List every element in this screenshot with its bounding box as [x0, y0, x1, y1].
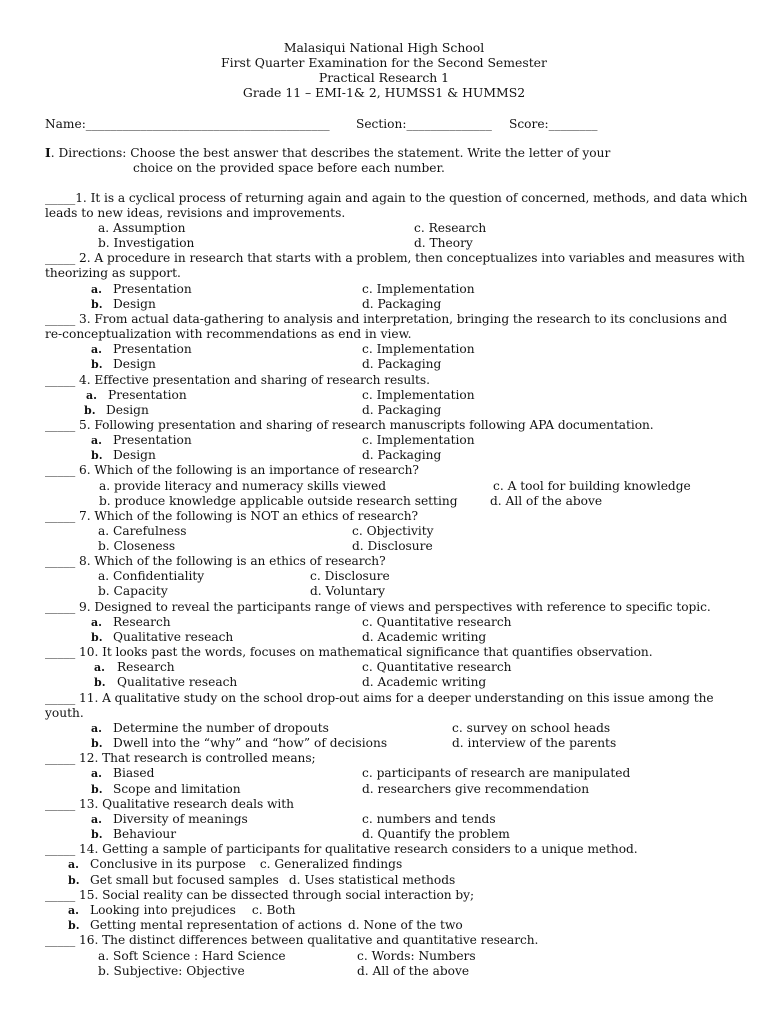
q13-option-c: c. numbers and tends: [362, 812, 496, 826]
q9-option-b: [91, 630, 233, 645]
q10-option-b-text: Qualitative reseach: [117, 675, 238, 689]
section-field: Section:______________: [356, 117, 492, 131]
q7-option-b: b. Closeness: [98, 539, 176, 553]
letter-b: b.: [91, 449, 103, 462]
school-name: Malasiqui National High School: [283, 40, 485, 55]
letter-a: a.: [91, 722, 102, 735]
q14-options-row-1: [68, 857, 402, 872]
q2-option-a-text: Presentation: [113, 282, 192, 296]
q7-stem-1: _____ 7. Which of the following is NOT an ethics of research?: [45, 509, 419, 523]
q5-option-a: [91, 433, 192, 448]
q2-option-b-text: Design: [113, 297, 156, 311]
q11-stem-2: youth.: [45, 706, 84, 720]
letter-a: a.: [94, 661, 105, 674]
letter-b: b.: [91, 358, 103, 371]
letter-a: a.: [91, 343, 102, 356]
q14-option-c: c. Generalized findings: [259, 857, 403, 871]
q2-option-d: d. Packaging: [362, 297, 442, 311]
q14-option-a: Conclusive in its purpose: [90, 857, 246, 871]
q14-stem-1: _____ 14. Getting a sample of participants for qualitative research considers to a unique method.: [45, 842, 638, 856]
q3-stem-2: re-conceptualization with recommendations as end in view.: [45, 327, 412, 341]
q13-stem-1: _____ 13. Qualitative research deals with: [45, 797, 294, 811]
q5-stem-1: _____ 5. Following presentation and sharing of research manuscripts following APA documentation.: [45, 418, 654, 432]
q6-option-c: c. A tool for building knowledge: [493, 479, 691, 493]
q15-option-a: Looking into prejudices: [90, 903, 236, 917]
letter-b: b.: [91, 298, 103, 311]
q16-option-c: c. Words: Numbers: [357, 949, 476, 963]
q4-option-d: d. Packaging: [362, 403, 442, 417]
q12-stem-1: _____ 12. That research is controlled means;: [45, 751, 316, 765]
letter-b: b.: [91, 828, 103, 841]
name-field: Name:________________________________________: [45, 117, 330, 131]
q1-option-a: a. Assumption: [98, 221, 186, 235]
q11-stem-1: _____ 11. A qualitative study on the school drop-out aims for a deeper understanding on this issue among the: [45, 691, 714, 705]
q3-option-d: d. Packaging: [362, 357, 442, 371]
part-numeral: I: [45, 146, 51, 160]
q5-option-d: d. Packaging: [362, 448, 442, 462]
q11-option-d: d. interview of the parents: [452, 736, 617, 750]
q14-option-b: Get small but focused samples: [90, 873, 279, 887]
q16-option-d: d. All of the above: [357, 964, 470, 978]
q10-option-c: c. Quantitative research: [362, 660, 512, 674]
directions-line-1: [45, 146, 610, 161]
q3-option-b: [91, 357, 156, 372]
letter-b: b.: [68, 919, 80, 932]
q9-option-a-text: Research: [113, 615, 171, 629]
q4-option-a-text: Presentation: [108, 388, 187, 402]
q15-option-c: c. Both: [251, 903, 296, 917]
q10-option-a: [94, 660, 175, 675]
letter-b: b.: [84, 404, 96, 417]
q10-option-a-text: Research: [117, 660, 175, 674]
letter-a: a.: [68, 858, 79, 871]
q4-option-c: c. Implementation: [362, 388, 475, 402]
q1-stem-2: leads to new ideas, revisions and improvements.: [45, 206, 346, 220]
q12-option-b-text: Scope and limitation: [113, 782, 241, 796]
q12-option-b: [91, 782, 241, 797]
q9-option-b-text: Qualitative reseach: [113, 630, 234, 644]
q13-option-a-text: Diversity of meanings: [113, 812, 248, 826]
score-field: Score:________: [509, 117, 598, 131]
q15-options-row-1: [68, 903, 296, 918]
q8-option-a: a. Confidentiality: [98, 569, 205, 583]
letter-b: b.: [91, 631, 103, 644]
directions-line-2: choice on the provided space before each number.: [133, 161, 445, 175]
q5-option-c: c. Implementation: [362, 433, 475, 447]
q11-option-b: [91, 736, 387, 751]
q4-stem-1: _____ 4. Effective presentation and sharing of research results.: [45, 373, 430, 387]
q2-stem-2: theorizing as support.: [45, 266, 181, 280]
q16-option-a: a. Soft Science : Hard Science: [98, 949, 286, 963]
q15-option-b: Getting mental representation of actions: [90, 918, 342, 932]
q10-option-b: [94, 675, 237, 690]
letter-b: b.: [94, 676, 106, 689]
q7-option-d: d. Disclosure: [352, 539, 433, 553]
q9-option-a: [91, 615, 171, 630]
q8-option-b: b. Capacity: [98, 584, 168, 598]
q10-option-d: d. Academic writing: [362, 675, 487, 689]
q15-option-d: d. None of the two: [348, 918, 463, 932]
q13-option-a: [91, 812, 248, 827]
letter-b: b.: [91, 737, 103, 750]
q15-stem-1: _____ 15. Social reality can be dissected through social interaction by;: [45, 888, 475, 902]
q9-option-d: d. Academic writing: [362, 630, 487, 644]
q8-option-c: c. Disclosure: [310, 569, 390, 583]
q12-option-d: d. researchers give recommendation: [362, 782, 590, 796]
q6-option-d: d. All of the above: [490, 494, 603, 508]
q2-option-c: c. Implementation: [362, 282, 475, 296]
q2-option-b: [91, 297, 156, 312]
q10-stem-1: _____ 10. It looks past the words, focuses on mathematical significance that quantifies observation.: [45, 645, 653, 659]
letter-b: b.: [91, 783, 103, 796]
q7-option-c: c. Objectivity: [352, 524, 434, 538]
q4-option-b: [84, 403, 149, 418]
letter-a: a.: [91, 616, 102, 629]
q12-option-a: [91, 766, 154, 781]
exam-title: First Quarter Examination for the Second Semester: [221, 55, 547, 70]
letter-a: a.: [91, 813, 102, 826]
q2-option-a: [91, 282, 192, 297]
q4-option-b-text: Design: [106, 403, 149, 417]
q14-option-d: d. Uses statistical methods: [288, 873, 456, 887]
letter-a: a.: [86, 389, 97, 402]
directions-text-1: . Directions: Choose the best answer that describes the statement. Write the letter of your: [50, 146, 611, 160]
q3-option-a-text: Presentation: [113, 342, 192, 356]
q11-option-c: c. survey on school heads: [452, 721, 611, 735]
q9-option-c: c. Quantitative research: [362, 615, 512, 629]
q12-option-c: c. participants of research are manipulated: [362, 766, 631, 780]
q3-option-a: [91, 342, 192, 357]
q11-option-b-text: Dwell into the “why” and “how” of decisions: [113, 736, 388, 750]
q3-stem-1: _____ 3. From actual data-gathering to analysis and interpretation, bringing the research to its conclusions and: [45, 312, 728, 326]
q7-option-a: a. Carefulness: [98, 524, 187, 538]
q15-options-row-2: [68, 918, 463, 933]
q9-stem-1: _____ 9. Designed to reveal the participants range of views and perspectives with reference to specific topic.: [45, 600, 711, 614]
q2-stem-1: _____ 2. A procedure in research that starts with a problem, then conceptualizes into variables and measures with: [45, 251, 745, 265]
q1-stem-1: _____1. It is a cyclical process of returning again and again to the question of concerned, methods, and data which: [45, 191, 748, 205]
q3-option-c: c. Implementation: [362, 342, 475, 356]
q8-stem-1: _____ 8. Which of the following is an ethics of research?: [45, 554, 386, 568]
q16-option-b: b. Subjective: Objective: [98, 964, 245, 978]
letter-b: b.: [68, 874, 80, 887]
q1-option-b: b. Investigation: [98, 236, 195, 250]
grade-sections: Grade 11 – EMI-1& 2, HUMSS1 & HUMMS2: [242, 85, 526, 100]
q11-option-a-text: Determine the number of dropouts: [113, 721, 329, 735]
q6-option-b: b. produce knowledge applicable outside research setting: [99, 494, 458, 508]
q13-option-b-text: Behaviour: [113, 827, 177, 841]
q5-option-b-text: Design: [113, 448, 156, 462]
q5-option-b: [91, 448, 156, 463]
q13-option-b: [91, 827, 176, 842]
q6-stem-1: _____ 6. Which of the following is an importance of research?: [45, 463, 419, 477]
q8-option-d: d. Voluntary: [310, 584, 386, 598]
letter-a: a.: [91, 767, 102, 780]
q16-stem-1: _____ 16. The distinct differences between qualitative and quantitative research.: [45, 933, 539, 947]
q3-option-b-text: Design: [113, 357, 156, 371]
q11-option-a: [91, 721, 329, 736]
q13-option-d: d. Quantify the problem: [362, 827, 510, 841]
q4-option-a: [86, 388, 187, 403]
letter-a: a.: [68, 904, 79, 917]
letter-a: a.: [91, 283, 102, 296]
q6-option-a: a. provide literacy and numeracy skills viewed: [99, 479, 387, 493]
q5-option-a-text: Presentation: [113, 433, 192, 447]
letter-a: a.: [91, 434, 102, 447]
q1-option-c: c. Research: [414, 221, 487, 235]
q14-options-row-2: [68, 873, 455, 888]
q1-option-d: d. Theory: [414, 236, 473, 250]
subject-title: Practical Research 1: [318, 70, 450, 85]
q12-option-a-text: Biased: [113, 766, 155, 780]
